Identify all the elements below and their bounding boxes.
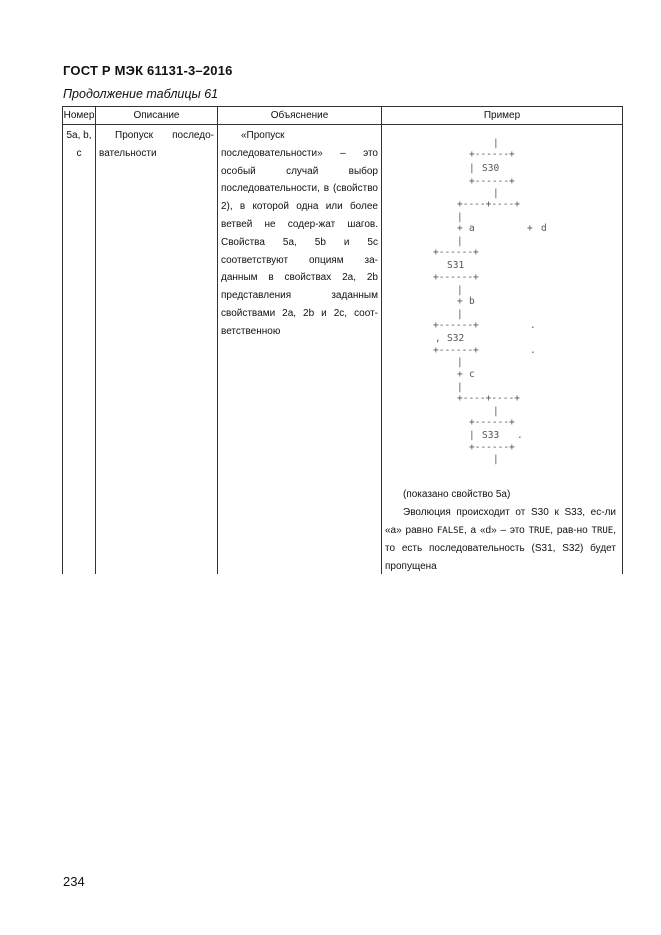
column-header-number: Номер: [63, 107, 96, 125]
transition-d-label: d: [541, 223, 547, 234]
step-s32-label: S32: [447, 333, 465, 344]
example-caption-block: [385, 486, 616, 576]
table-61: [62, 106, 623, 574]
table-continuation-title: Продолжение таблицы 61: [63, 87, 219, 101]
sfc-skip-diagram: | +------+ | S30 +------+ | +----+----+ | + a + d | +------+ S31 +------+ | + b | +------+ . , S32 +------+ . | + c | +----+----+ | +------+ | S33 . +------+ |: [433, 138, 547, 465]
column-header-example: Пример: [382, 107, 623, 125]
step-s33-label: S33: [482, 430, 500, 441]
table-header-row: [63, 107, 623, 125]
description-text: Пропуск последо-вательности: [99, 130, 214, 159]
transition-a-label: a: [469, 223, 475, 234]
document-id: ГОСТ Р МЭК 61131-3–2016: [63, 63, 233, 78]
cell-description: [96, 125, 218, 575]
transition-c-label: c: [469, 369, 475, 380]
column-header-description: Описание: [96, 107, 218, 125]
cell-number: 5a, b, c: [63, 125, 96, 575]
step-s30-label: S30: [482, 163, 500, 174]
evolution-note: Эволюция происходит от S30 к S33, ес-ли «a» равно FALSE, а «d» – это TRUE, рав-но TRUE, то есть последовательность (S31, S32) будет пропущена: [385, 506, 617, 573]
explanation-text: «Пропуск последовательности» – это особый случай выбор последовательности, в (свойство 2), в которой одна или более ветвей не содер-жат шагов. Свойства 5a, 5b и 5c соответствуют опциям за-данным в свойствах 2a, 2b представления заданным свойствами 2a, 2b и 2c, соот-ветственною: [221, 130, 378, 337]
step-s31-label: S31: [447, 260, 465, 271]
transition-b-label: b: [469, 296, 475, 307]
table-row: [63, 125, 623, 575]
example-caption: (показано свойство 5a): [403, 489, 511, 500]
page-number: 234: [63, 874, 85, 889]
column-header-explanation: Объяснение: [218, 107, 382, 125]
cell-explanation: [218, 125, 382, 575]
cell-example: [382, 125, 623, 575]
